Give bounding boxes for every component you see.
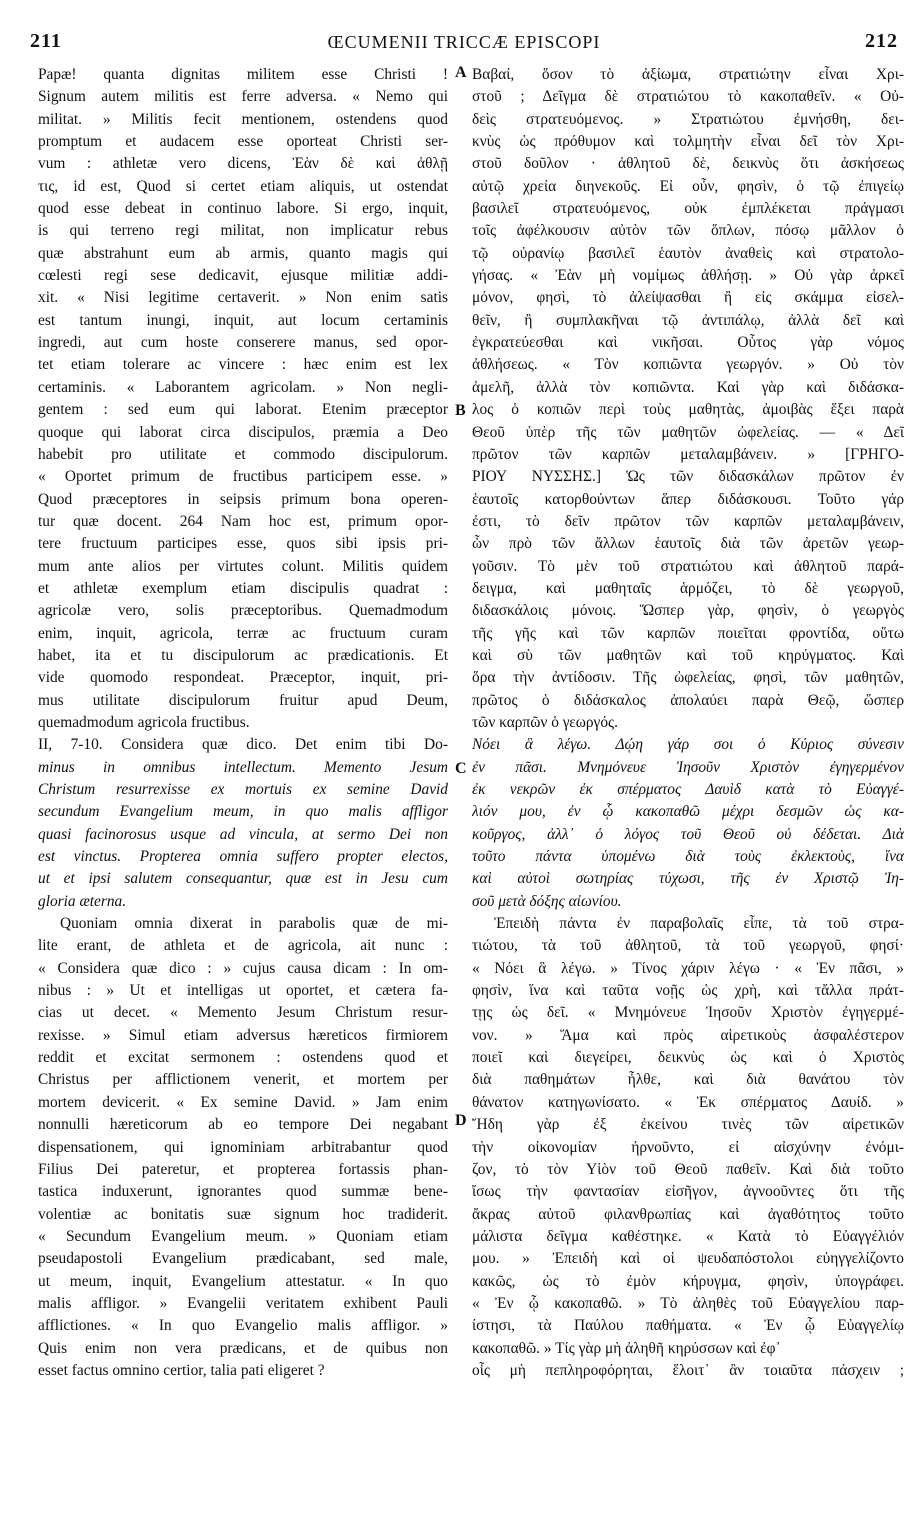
text-line: σοῦ μετὰ δόξης αἰωνίου. bbox=[472, 892, 622, 910]
page-number-right: 212 bbox=[865, 30, 898, 52]
text-line: ὧν πρὸ τῶν ἄλλων ἑαυτοῖς διὰ τῶν ἀρετῶν γεωρ- bbox=[472, 535, 904, 553]
margin-marker-d: D bbox=[455, 1112, 467, 1129]
text-line: tastica induxerunt, ignorantes quod summæ bene- bbox=[38, 1183, 448, 1201]
text-line: lite erant, de athleta et de agricola, ait nunc : bbox=[38, 937, 448, 955]
text-line: ἀθλήσεως. « Τὸν κοπιῶντα γεωργόν. » Οὐ τὸν bbox=[472, 356, 904, 374]
text-line: οἷς μὴ πεπληροφόρηται, ἕλοιτ᾽ ἂν τοιαῦτα πάσχειν ; bbox=[472, 1361, 904, 1379]
text-line: II, 7-10. Considera quæ dico. Det enim tibi Do- bbox=[38, 736, 448, 754]
text-line: τις, id est, Quod si certet etiam aliquis, ut ostendat bbox=[38, 177, 448, 195]
text-line: quasi facinorosus usque ad vincula, at sermo Dei non bbox=[38, 825, 448, 843]
text-line: Christum resurrexisse ex mortuis ex semine David bbox=[38, 781, 448, 798]
text-line: διὰ παθημάτων ἦλθε, καὶ διὰ θανάτου τὸν bbox=[472, 1071, 904, 1089]
text-line: ἐν πᾶσι. Μνημόνευε Ἰησοῦν Χριστὸν ἐγηγερμένον bbox=[472, 758, 904, 776]
text-line: mortem devicerit. « Ex semine David. » Jam enim bbox=[38, 1093, 448, 1111]
text-line: τῶν καρπῶν ὁ γεωργός. bbox=[472, 713, 618, 731]
text-line: μόνον, φησὶ, τὸ ἀλείψασθαι ἢ εἰς σκάμμα εἰσελ- bbox=[472, 289, 904, 307]
text-line: cias ut decet. « Memento Jesum Christum resur- bbox=[38, 1004, 448, 1022]
text-line: ζον, τὸ τὸν Υἱὸν τοῦ Θεοῦ παθεῖν. Καὶ διὰ τοῦτο bbox=[472, 1160, 904, 1178]
text-line: θάνατον κατηγωνίσατο. « Ἐκ σπέρματος Δαυίδ. » bbox=[472, 1093, 904, 1111]
text-line: certaminis. « Laborantem agricolam. » Non negli- bbox=[38, 378, 448, 396]
text-line: λιόν μου, ἐν ᾧ κακοπαθῶ μέχρι δεσμῶν ὡς κα- bbox=[472, 803, 904, 821]
text-line: dispensationem, qui ignominiam arbitrabantur quod bbox=[38, 1138, 448, 1156]
text-line: ἀμελῆ, ἀλλὰ τὸν κοπιῶντα. Καὶ γὰρ καὶ διδάσκα- bbox=[472, 378, 904, 396]
text-line: « Oportet primum de fructibus participem esse. » bbox=[38, 468, 448, 486]
text-line: quæ abstrahunt eum ab armis, quanto magis qui bbox=[38, 244, 448, 262]
text-line: est vinctus. Propterea omnia suffero propter electos, bbox=[38, 848, 448, 866]
text-line: Θεοῦ ὑπὲρ τῆς τῶν μαθητῶν ὠφελείας. — « Δεῖ bbox=[472, 423, 904, 441]
text-line: « Νόει ἃ λέγω. » Τίνος χάριν λέγω · « Ἐν πᾶσι, » bbox=[472, 959, 904, 977]
text-line: Papæ! quanta dignitas militem esse Christi ! bbox=[38, 66, 448, 83]
text-line: κακῶς, ὡς τὸ ἐμὸν κήρυγμα, φησὶν, ὑπογράφει. bbox=[472, 1272, 904, 1290]
text-line: δειγμα, καὶ μαθηταῖς ἁρμόζει, τὸ δὲ γεωργοῦ, bbox=[472, 579, 904, 597]
text-line: ἑαυτοῖς κατορθούντων ἅπερ διδάσκουσι. Τοῦτο γάρ bbox=[472, 490, 904, 508]
text-line: nibus : » Ut et intelligas ut oportet, et cætera fa- bbox=[38, 982, 448, 1000]
page-number-left: 211 bbox=[30, 30, 62, 52]
text-line: tere fructuum participes esse, quos sibi ipsis pri- bbox=[38, 535, 448, 553]
text-line: ut meum, inquit, Evangelium attestatur. « In quo bbox=[38, 1272, 448, 1290]
text-line: enim, inquit, agricola, terræ ac fructuum curam bbox=[38, 624, 448, 642]
margin-marker-b: B bbox=[455, 402, 466, 419]
text-line: malis affligor. » Evangelii veritatem exhibent Pauli bbox=[38, 1294, 448, 1312]
text-line: διδασκάλοις μόνοις. Ὥσπερ γὰρ, φησὶν, ὁ γεωργὸς bbox=[472, 602, 904, 620]
text-line: tet etiam tolerare ac vincere : hæc enim est lex bbox=[38, 356, 448, 374]
text-line: habet, ita et tu discipulorum ac prædicationis. Et bbox=[38, 646, 448, 664]
text-line: reddit et excitat sermonem : ostendens quod et bbox=[38, 1049, 448, 1067]
page-header bbox=[30, 30, 898, 58]
text-line: τῃς ὡς δεῖ. « Μνημόνευε Ἰησοῦν Χριστὸν ἐγηγερμέ- bbox=[472, 1004, 904, 1022]
text-line: τιώτου, τὰ τοῦ ἀθλητοῦ, τὰ τοῦ γεωργοῦ, φησί· bbox=[472, 937, 904, 955]
text-line: φησὶν, ἵνα καὶ ταῦτα νοῇς ὡς χρὴ, καὶ τἄλλα πράτ- bbox=[472, 982, 904, 1000]
text-line: μάλιστα δεῖγμα καθέστηκε. « Κατὰ τὸ Εὐαγγέλιόν bbox=[472, 1227, 904, 1245]
text-line: is qui terreno regi militat, non implicatur rebus bbox=[38, 222, 448, 240]
text-line: agricolæ vero, solis præceptoribus. Quemadmodum bbox=[38, 602, 448, 620]
text-line: καὶ αὐτοὶ σωτηρίας τύχωσι, τῆς ἐν Χριστῷ Ἰη- bbox=[472, 870, 904, 888]
text-line: τοῖς ἀφέλκουσιν αὐτὸν τῶν ὅπλων, πόσῳ μᾶλλον ὁ bbox=[472, 222, 904, 240]
text-line: xit. « Nisi legitime certaverit. » Non enim satis bbox=[38, 289, 448, 307]
text-line: esset factus omnino certior, talia pati eligeret ? bbox=[38, 1361, 325, 1379]
text-line: ποιεῖ καὶ διεγείρει, δεικνὺς ὡς καὶ ὁ Χριστὸς bbox=[472, 1049, 904, 1067]
text-line: τοῦτο πάντα ὑπομένω διὰ τοὺς ἐκλεκτοὺς, ἵνα bbox=[472, 848, 904, 866]
text-line: ἴσως τὴν φαντασίαν εἰσῆγον, ἀγνοοῦντες ὅτι τῆς bbox=[472, 1183, 904, 1201]
text-line: πρῶτος ὁ διδάσκαλος ἀπολαύει παρὰ Θεῷ, ὥσπερ bbox=[472, 691, 904, 709]
text-line: militat. » Militis fecit mentionem, ostendens quod bbox=[38, 110, 448, 128]
running-title: ŒCUMENII TRICCÆ EPISCOPI bbox=[327, 32, 601, 52]
text-line: Ἤδη γὰρ ἐξ ἐκείνου τινὲς τῶν αἱρετικῶν bbox=[472, 1116, 904, 1134]
text-line: ΡΙΟΥ ΝΥΣΣΗΣ.] Ὡς τῶν διδασκάλων πρῶτον ἐν bbox=[472, 468, 904, 486]
text-line: κνὺς ὡς πρόθυμον καὶ τολμητὴν εἶναι δεῖ τὸν Χρι- bbox=[472, 133, 904, 151]
text-line: « Ἐν ᾧ κακοπαθῶ. » Τὸ ἀληθὲς τοῦ Εὐαγγελίου παρ- bbox=[472, 1294, 904, 1312]
text-line: promptum et audacem esse oporteat Christi ser- bbox=[38, 133, 448, 151]
text-line: ἄκρας αὐτοῦ φιλανθρωπίας καὶ ἀγαθότητος τοῦτο bbox=[472, 1205, 904, 1223]
text-line: Quod præceptores in seipsis primum bona operen- bbox=[38, 490, 448, 508]
text-line: στοῦ ; Δεῖγμα δὲ στρατιώτου τὸ κακοπαθεῖν. « Οὐ- bbox=[472, 88, 904, 106]
text-line: pseudapostoli Evangelium prædicabant, sed male, bbox=[38, 1250, 448, 1268]
text-line: afflictiones. « In quo Evangelio malis affligor. » bbox=[38, 1317, 448, 1335]
text-line: ut et ipsi salutem consequantur, quæ est in Jesu cum bbox=[38, 870, 448, 888]
text-line: αὐτῷ χρεία διηνεκοῦς. Εἰ οὖν, φησὶν, ὁ τῷ ἐπιγείῳ bbox=[472, 177, 904, 195]
text-line: τὴν οἰκονομίαν ἠρνοῦντο, εἰ αἰσχύνην ἐνόμι- bbox=[472, 1138, 904, 1156]
latin-column bbox=[38, 64, 448, 1382]
text-line: quemadmodum agricola fructibus. bbox=[38, 713, 250, 731]
text-line: πρῶτον τῶν καρπῶν μεταλαμβάνειν. » [ΓΡΗΓΟ- bbox=[472, 445, 904, 463]
greek-column bbox=[472, 64, 904, 1382]
text-line: κακοπαθῶ. » Τίς γὰρ μὴ ἀληθῆ κηρύσσων καὶ ἐφ᾽ bbox=[472, 1339, 781, 1357]
text-line: vum : athletæ vero dicens, Ἐὰν δὲ καὶ ἀθλῇ bbox=[38, 155, 448, 173]
text-line: κοῦργος, ἀλλ᾽ ὁ λόγος τοῦ Θεοῦ οὐ δέδεται. Διὰ bbox=[472, 825, 904, 843]
text-line: ἐκ νεκρῶν ἐκ σπέρματος Δαυὶδ κατὰ τὸ Εὐαγγέ- bbox=[472, 781, 904, 798]
text-line: τῷ οὐρανίῳ βασιλεῖ ἑαυτὸν ἀναθεὶς καὶ στρατολο- bbox=[472, 244, 904, 262]
margin-marker-c: C bbox=[455, 760, 467, 777]
text-line: καὶ σὺ τῶν μαθητῶν καὶ τοῦ κηρύγματος. Καὶ bbox=[472, 646, 904, 664]
text-line: μου. » Ἐπειδὴ καὶ οἱ ψευδαπόστολοι εὐηγγελίζοντο bbox=[472, 1250, 904, 1268]
text-line: γήσας. « Ἐὰν μὴ νομίμως ἀθλήσῃ. » Οὐ γὰρ ἀρκεῖ bbox=[472, 267, 904, 285]
text-line: cœlesti regi sese dedicavit, ejusque militiæ addi- bbox=[38, 267, 448, 285]
text-line: et athletæ exemplum etiam discipulis quadrat : bbox=[38, 579, 448, 597]
text-line: νον. » Ἅμα καὶ πρὸς αἱρετικοὺς ἀσφαλέστερον bbox=[472, 1026, 904, 1044]
text-line: Quoniam omnia dixerat in parabolis quæ de mi- bbox=[60, 915, 448, 933]
text-line: quod esse debeat in continuo labore. Si ergo, inquit, bbox=[38, 200, 448, 218]
text-line: Quis enim non vera prædicans, et de quibus non bbox=[38, 1339, 448, 1357]
text-line: ἐγκρατεύεσθαι καὶ νικῆσαι. Οὗτος γὰρ νόμος bbox=[472, 334, 904, 352]
text-line: tur quæ docent. 264 Nam hoc est, primum opor- bbox=[38, 512, 448, 530]
text-line: τῆς γῆς καὶ τῶν καρπῶν ποιεῖται φροντίδα, οὕτω bbox=[472, 624, 904, 642]
text-line: minus in omnibus intellectum. Memento Jesum bbox=[38, 758, 448, 776]
text-line: est tantum inungi, inquit, aut locum certaminis bbox=[38, 311, 448, 329]
text-line: Νόει ἃ λέγω. Δῴη γάρ σοι ὁ Κύριος σύνεσιν bbox=[472, 736, 904, 754]
text-line: γοῦσιν. Τὸ μὲν τοῦ στρατιώτου καὶ ἀθλητοῦ παρά- bbox=[472, 557, 904, 575]
text-line: ἐστι, τὸ δεῖν πρῶτον τῶν καρπῶν μεταλαμβάνειν, bbox=[472, 512, 904, 530]
text-line: ίστησι, τὰ Παύλου παθήματα. « Ἐν ᾧ Εὐαγγελίῳ bbox=[472, 1317, 904, 1335]
text-line: Signum autem militis est ferre adversa. « Nemo qui bbox=[38, 88, 448, 106]
text-line: nonnulli hæreticorum ab eo tempore Dei negabant bbox=[38, 1116, 448, 1134]
margin-marker-a: A bbox=[455, 64, 467, 81]
text-line: Βαβαί, ὅσον τὸ ἀξίωμα, στρατιώτην εἶναι Χρι- bbox=[472, 66, 904, 83]
text-line: volentiæ ac bonitatis suæ signum hoc tradiderit. bbox=[38, 1205, 448, 1223]
text-line: habebit pro utilitate et commodo discipulorum. bbox=[38, 445, 448, 463]
text-line: quoque qui laborat circa discipulos, præmia a Deo bbox=[38, 423, 448, 441]
text-line: « Considera quæ dico : » cujus causa dicam : In om- bbox=[38, 959, 448, 977]
text-line: vide quomodo respondeat. Præceptor, inquit, pri- bbox=[38, 669, 448, 687]
text-line: δεὶς στρατευόμενος. » Στρατιώτου ἐμνήσθη, δει- bbox=[472, 110, 904, 128]
text-line: « Secundum Evangelium meum. » Quoniam etiam bbox=[38, 1227, 448, 1245]
text-line: ingredi, aut cum hoste conserere manus, sed opor- bbox=[38, 334, 448, 352]
text-line: Christus per afflictionem venerit, et mortem per bbox=[38, 1071, 448, 1089]
text-line: στοῦ δοῦλον · ἀθλητοῦ δὲ, δεικνὺς ὅτι ἀσκήσεως bbox=[472, 155, 904, 173]
text-line: βασιλεῖ στρατευόμενος, οὐκ ἐμπλέκεται πράγμασι bbox=[472, 200, 904, 218]
text-line: mum ante alios per virtutes colunt. Militis quidem bbox=[38, 557, 448, 575]
text-line: Ἐπειδὴ πάντα ἐν παραβολαῖς εἶπε, τὰ τοῦ στρα- bbox=[494, 915, 904, 933]
text-line: secundum Evangelium meum, in quo malis affligor bbox=[38, 803, 448, 821]
text-line: gloria æterna. bbox=[38, 892, 127, 910]
text-line: mus utilitate discipulorum fruitur apud Deum, bbox=[38, 691, 448, 709]
text-line: λος ὁ κοπιῶν περὶ τοὺς μαθητὰς, ἀμοιβὰς ἕξει παρὰ bbox=[472, 401, 904, 419]
text-line: Filius Dei pateretur, et propterea fortassis phan- bbox=[38, 1160, 448, 1178]
text-line: gentem : sed eum qui laborat. Etenim præceptor bbox=[38, 401, 448, 419]
text-line: θεῖν, ἢ συμπλακῆναι τῷ ἀντιπάλῳ, ἀλλὰ δεῖ καὶ bbox=[472, 311, 904, 329]
text-line: rexisse. » Simul etiam adversus hæreticos firmiorem bbox=[38, 1026, 448, 1044]
text-line: ὅρα τὴν ἀντίδοσιν. Τῆς ὠφελείας, φησὶ, τῶν μαθητῶν, bbox=[472, 669, 904, 687]
